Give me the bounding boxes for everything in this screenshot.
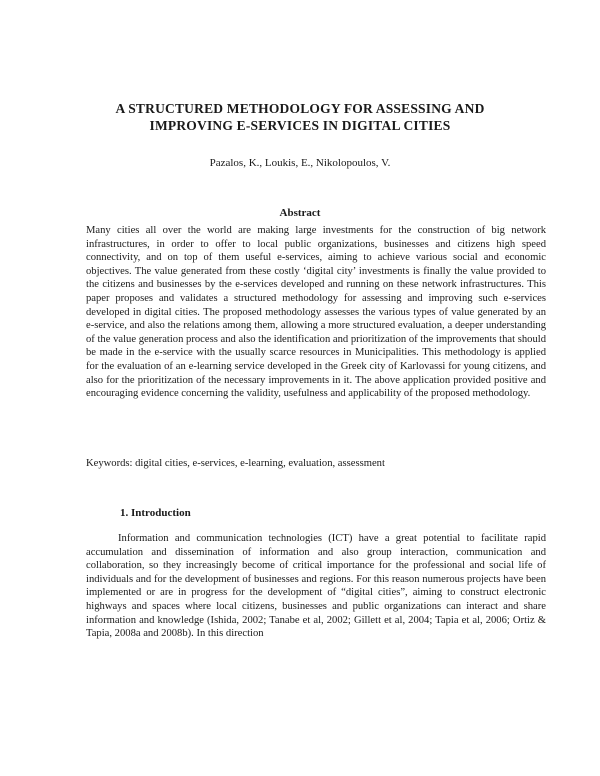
authors: Pazalos, K., Loukis, E., Nikolopoulos, V. <box>209 157 391 169</box>
keywords: Keywords: digital cities, e-services, e-learning, evaluation, assessment <box>86 458 385 469</box>
title-line-2: IMPROVING E-SERVICES IN DIGITAL CITIES <box>149 118 451 133</box>
introduction-paragraph: Information and communication technologies (ICT) have a great potential to facilitate rapid accumulation and dissemination of information and also group interaction, communication and collaboration, so they increasingly become of critical importance for the professional and social life of individuals and for the development of businesses and regions. For this reason numerous projects have been implemented or are in progress for the development of “digital cities”, aiming to construct electronic highways and spaces where local citizens, businesses and public organizations can interact and share information and knowledge (Ishida, 2002; Tanabe et al, 2002; Gillett et al, 2004; Tapia et al, 2006; Ortiz & Tapia, 2008a and 2008b). In this direction <box>86 533 546 640</box>
paper-title <box>60 100 540 134</box>
abstract-text: Many cities all over the world are making large investments for the construction of big network infrastructures, in order to offer to local public organizations, businesses and citizens high speed connectivity, and on top of them useful e-services, aiming to achieve various social and economic objectives. The value generated from these costly ‘digital city’ investments is finally the value provided to the citizens and businesses by the e-services developed and running on these network infrastructures. This paper proposes and validates a structured methodology for assessing and improving such e-services developed in digital cities. The proposed methodology assesses the various types of value generated by an e-service, and also the relations among them, allowing a more structured evaluation, a deeper understanding of the value generation process and also the identification and prioritization of the improvements that should be made in the e-service with the usually scarce resources in Municipalities. This methodology is applied for the evaluation of an e-learning service developed in the Greek city of Karlovassi for young citizens, and also for the prioritization of the necessary improvements in it. The above application provided positive and encouraging evidence concerning the validity, usefulness and applicability of the proposed methodology. <box>86 225 546 400</box>
title-line-1: A STRUCTURED METHODOLOGY FOR ASSESSING AND <box>115 101 485 116</box>
section-heading-introduction: 1. Introduction <box>120 507 191 519</box>
abstract-heading: Abstract <box>279 207 321 219</box>
